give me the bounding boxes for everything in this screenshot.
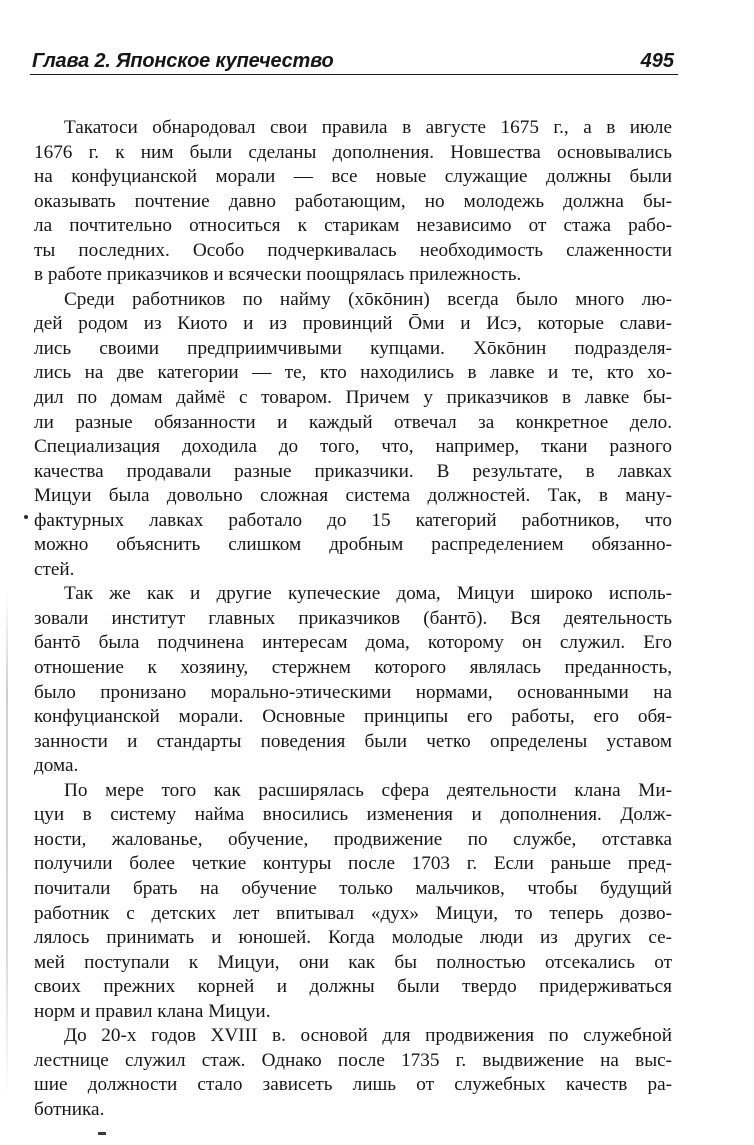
text-line: Среди работников по найму (хōкōнин) всегда было много лю- — [64, 288, 672, 310]
text-line: 1676 г. к ним были сделаны дополнения. Новшества основывались — [34, 141, 672, 163]
text-line: По мере того как расширялась сфера деятельности клана Ми- — [64, 779, 672, 801]
page-number: 495 — [640, 50, 674, 72]
text-line: дил по домам даймё с товаром. Причем у приказчиков в лавке бы- — [34, 387, 672, 409]
text-line: Специализация доходила до того, что, например, ткани разного — [34, 436, 672, 458]
text-line: дей родом из Киото и из провинций Ōми и Исэ, которые слави- — [34, 313, 672, 335]
text-line: мей поступали к Мицуи, они как бы полностью отсекались от — [34, 951, 672, 973]
text-line: стей. — [34, 558, 75, 580]
text-line: лялось принимать и юношей. Когда молодые люди из других се- — [34, 927, 672, 949]
text-line: шие должности стало зависеть лишь от служебных качеств ра- — [34, 1074, 672, 1096]
text-line: дома. — [34, 755, 79, 777]
text-line: До 20-х годов XVIII в. основой для продвижения по служебной — [64, 1025, 672, 1047]
text-line: занности и стандарты поведения были четко определены уставом — [34, 730, 672, 752]
text-line: Мицуи была довольно сложная система должностей. Так, в ману- — [34, 485, 672, 507]
text-line: Так же как и другие купеческие дома, Мицуи широко исполь- — [64, 583, 672, 605]
chapter-title: Глава 2. Японское купечество — [32, 50, 334, 72]
text-line: бантō была подчинена интересам дома, которому он служил. Его — [34, 632, 672, 654]
running-head — [30, 46, 678, 75]
paragraph-2 — [34, 288, 672, 583]
text-line: ботника. — [34, 1098, 105, 1120]
text-line: Такатоси обнародовал свои правила в августе 1675 г., а в июле — [64, 117, 672, 138]
body-text — [34, 116, 672, 1122]
text-line: лестнице служил стаж. Однако после 1735 г. выдвижение на выс- — [34, 1049, 672, 1071]
text-line: работник с детских лет впитывал «дух» Мицуи, то теперь дозво- — [34, 902, 672, 924]
paragraph-4 — [34, 779, 672, 1024]
text-line: лись на две категории — те, кто находились в лавке и те, кто хо- — [34, 362, 672, 384]
text-line: получили более четкие контуры после 1703 г. Если раньше пред- — [34, 853, 672, 875]
text-line: почитали брать на обучение только мальчиков, чтобы будущий — [34, 877, 672, 899]
text-line: фактурных лавках работало до 15 категорий работников, что — [34, 509, 672, 531]
text-line: ты последних. Особо подчеркивалась необходимость слаженности — [34, 239, 672, 261]
text-line: норм и правил клана Мицуи. — [34, 1000, 271, 1022]
text-line: оказывать почтение давно работающим, но молодежь должна бы- — [34, 190, 672, 212]
text-line: отношение к хозяину, стержнем которого являлась преданность, — [34, 657, 672, 679]
bottom-speck — [98, 1132, 106, 1135]
text-line: можно объяснить слишком дробным распределением обязанно- — [34, 534, 672, 556]
scan-edge-shadow — [6, 590, 8, 1100]
text-line: было пронизано морально-этическими нормами, основанными на — [34, 681, 672, 703]
paragraph-1 — [34, 116, 672, 288]
text-line: в работе приказчиков и всячески поощрялась прилежность. — [34, 264, 522, 286]
text-line: качества продавали разные приказчики. В результате, в лавках — [34, 460, 672, 482]
text-line: цуи в систему найма вносились изменения и дополнения. Долж- — [34, 804, 672, 826]
text-line: конфуцианской морали. Основные принципы его работы, его обя- — [34, 706, 672, 728]
text-line: на конфуцианской морали — все новые служащие должны были — [34, 166, 672, 188]
text-line: своих прежних корней и должны были твердо придерживаться — [34, 976, 672, 998]
paragraph-3 — [34, 582, 672, 778]
text-line: лись своими предприимчивыми купцами. Хōкōнин подразделя- — [34, 337, 672, 359]
text-line: зовали институт главных приказчиков (бантō). Вся деятельность — [34, 607, 672, 629]
paragraph-5 — [34, 1024, 672, 1122]
margin-speck — [24, 515, 28, 519]
text-line: ности, жалованье, обучение, продвижение по службе, отставка — [34, 828, 672, 850]
text-line: ли разные обязанности и каждый отвечал за конкретное дело. — [34, 411, 672, 433]
text-line: ла почтительно относиться к старикам независимо от стажа рабо- — [34, 215, 672, 237]
